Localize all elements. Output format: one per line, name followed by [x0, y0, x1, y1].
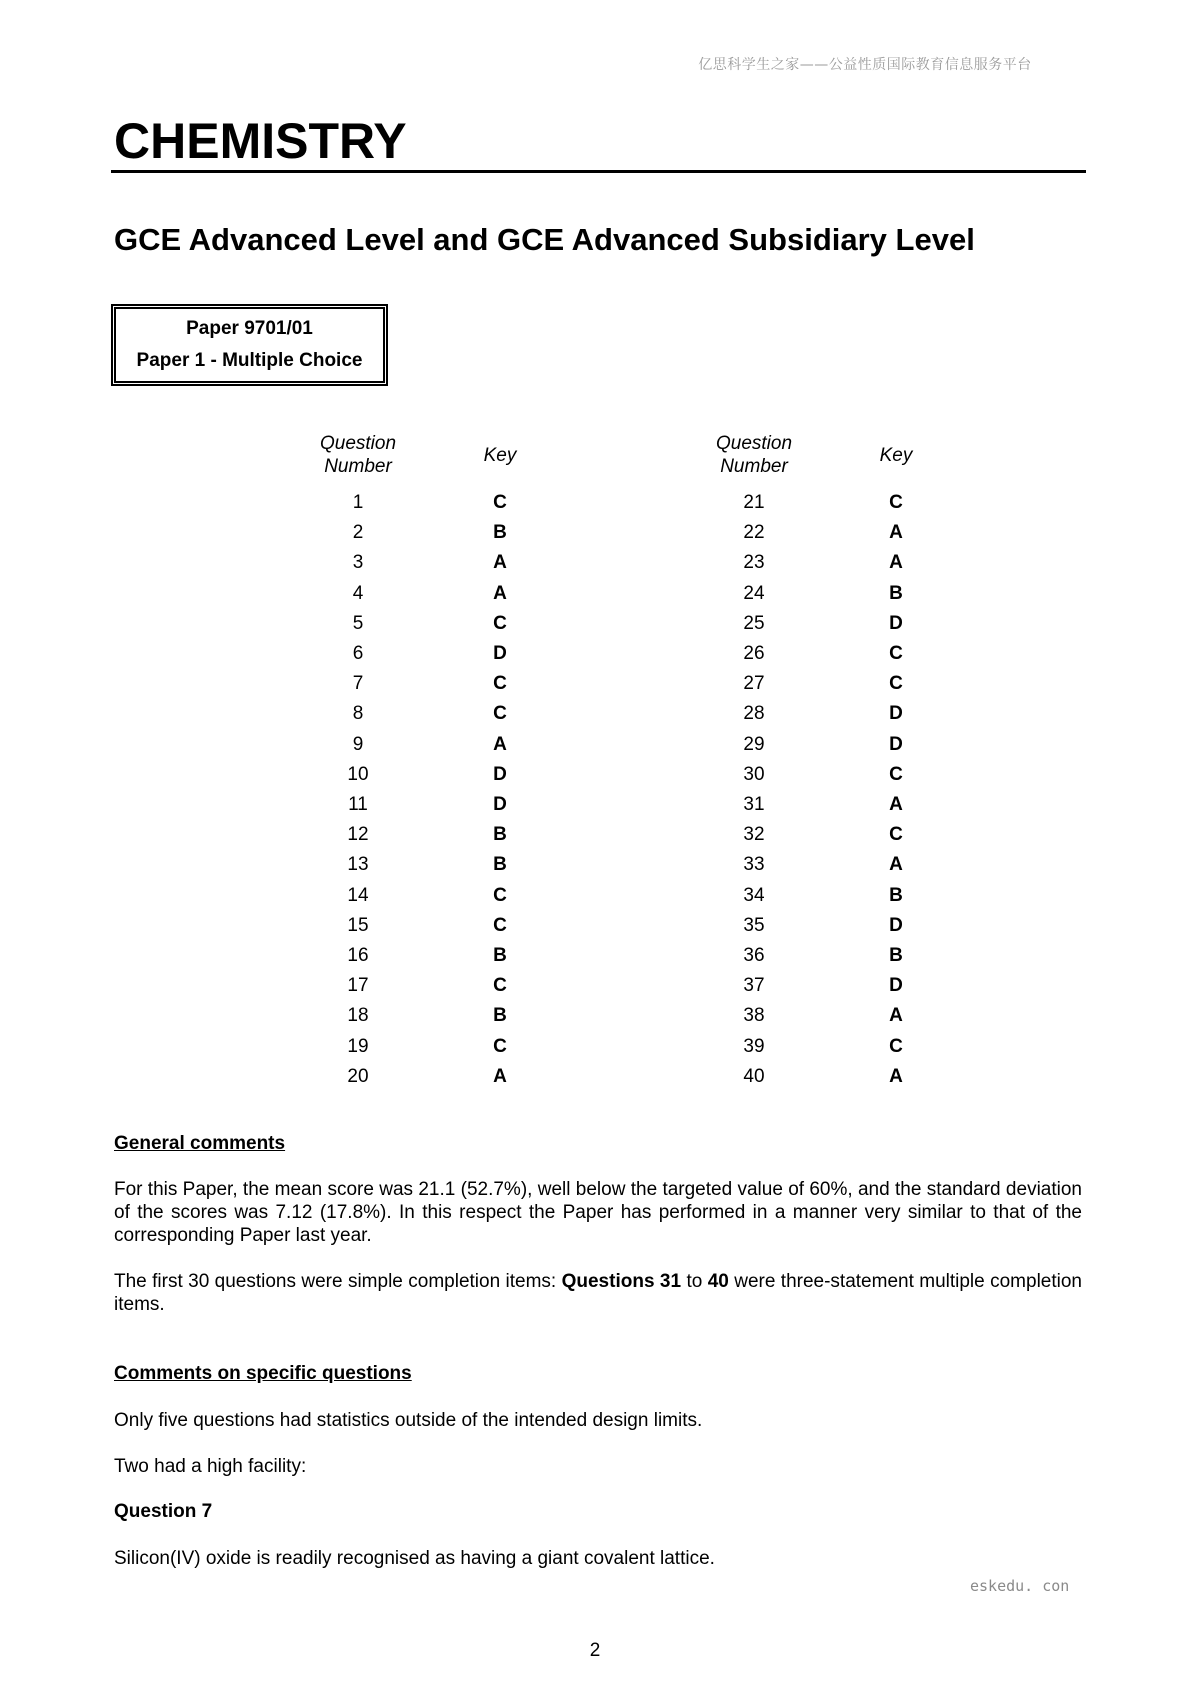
answer-key: B: [493, 522, 507, 544]
question-number: 28: [743, 703, 765, 725]
answer-key: B: [889, 945, 903, 966]
question-number: 39: [743, 1035, 765, 1057]
answer-key: A: [889, 794, 903, 815]
answer-key: D: [493, 794, 507, 815]
key-header-left: Key: [483, 445, 517, 466]
answer-key: C: [889, 1035, 903, 1057]
answer-key: A: [889, 522, 903, 544]
paper-info-box: [111, 304, 388, 386]
para2-text-e: were three-statement multiple completion items.: [114, 1271, 1083, 1315]
question-number: 31: [743, 794, 765, 815]
paper-code: Paper 9701/01: [186, 318, 313, 339]
question-number: 40: [743, 1065, 765, 1087]
answer-key: B: [493, 854, 507, 876]
answer-key: D: [889, 733, 903, 755]
page-number: 2: [589, 1640, 601, 1661]
question-number: 3: [352, 552, 364, 574]
question-number: 37: [743, 975, 765, 997]
answer-key: C: [493, 492, 507, 513]
answer-key: B: [493, 945, 507, 966]
question-number: 15: [347, 914, 369, 936]
specific-comments-para1: Only five questions had statistics outside of the intended design limits.: [114, 1410, 703, 1431]
answer-key: D: [493, 763, 507, 785]
question-number: 16: [347, 945, 369, 966]
question-number: 9: [352, 733, 364, 755]
page-subtitle: GCE Advanced Level and GCE Advanced Subsidiary Level: [114, 222, 975, 257]
para2-text-d: 40: [707, 1271, 729, 1292]
specific-comments-heading: Comments on specific questions: [114, 1363, 412, 1384]
question-number: 12: [347, 824, 369, 846]
question-number: 7: [352, 673, 364, 695]
title-divider: [111, 170, 1086, 173]
question-number: 13: [347, 854, 369, 876]
answer-key: C: [889, 763, 903, 785]
para2-text-c: to: [681, 1271, 708, 1292]
answer-key: A: [493, 582, 507, 604]
question-number: 5: [352, 612, 364, 634]
general-comments-heading: General comments: [114, 1133, 286, 1154]
answer-key: C: [889, 492, 903, 513]
question-header-line1: Question: [715, 433, 793, 454]
question-number: 27: [743, 673, 765, 695]
question-number: 20: [347, 1065, 369, 1087]
answer-key: A: [889, 1005, 903, 1027]
answer-key: B: [889, 582, 903, 604]
answer-key: D: [889, 703, 903, 725]
question-number: 14: [347, 884, 369, 906]
question-number: 32: [743, 824, 765, 846]
question-header-line2: Number: [720, 456, 788, 477]
question-number: 1: [352, 492, 364, 513]
question-number: 33: [743, 854, 765, 876]
answer-key: C: [493, 884, 507, 906]
answer-key: C: [493, 1035, 507, 1057]
answer-key: C: [889, 643, 903, 664]
answer-key: C: [493, 612, 507, 634]
answer-key: A: [493, 552, 507, 574]
answer-key: C: [889, 673, 903, 695]
answer-key: D: [493, 643, 507, 664]
answer-key: C: [493, 914, 507, 936]
question-number: 6: [352, 643, 364, 664]
watermark-footer: eskedu. con: [970, 1577, 1070, 1595]
question-number: 19: [347, 1035, 369, 1057]
answer-key: C: [889, 824, 903, 846]
question-number: 18: [347, 1005, 369, 1027]
answer-key: C: [493, 703, 507, 725]
answer-key: C: [493, 975, 507, 997]
answer-key: D: [889, 914, 903, 936]
specific-comments-para3: Silicon(IV) oxide is readily recognised as having a giant covalent lattice.: [114, 1548, 715, 1569]
question-number: 22: [743, 522, 765, 544]
paper-type: Paper 1 - Multiple Choice: [136, 350, 363, 371]
general-comments-para1: For this Paper, the mean score was 21.1 (52.7%), well below the targeted value of 60%, and the standard deviation of the scores was 7.12 (17.8%). In this respect the Paper has performed in a manner very similar to that of the corresponding Paper last year.: [114, 1179, 1082, 1246]
page-title: CHEMISTRY: [114, 113, 407, 169]
question-number: 8: [352, 703, 364, 725]
answer-key: B: [889, 884, 903, 906]
question-header-line2: Number: [324, 456, 392, 477]
specific-comments-para2: Two had a high facility:: [114, 1456, 307, 1477]
question-number: 30: [743, 763, 765, 785]
answer-key: A: [889, 552, 903, 574]
answer-key: B: [493, 1005, 507, 1027]
question-number: 36: [743, 945, 765, 966]
watermark-header: 亿思科学生之家——公益性质国际教育信息服务平台: [698, 57, 1032, 73]
question-number: 4: [352, 582, 364, 604]
question-number: 17: [347, 975, 369, 997]
question-number: 35: [743, 914, 765, 936]
question-number: 10: [347, 763, 369, 785]
general-comments-para2: [114, 1270, 1082, 1316]
question-number: 23: [743, 552, 765, 574]
question-number: 25: [743, 612, 765, 634]
question-header-line1: Question: [319, 433, 397, 454]
answer-key: B: [493, 824, 507, 846]
question-number: 11: [348, 794, 368, 815]
answer-key: A: [889, 854, 903, 876]
question-number-header-right: [704, 432, 804, 478]
answer-key: A: [493, 1065, 507, 1087]
answer-key: D: [889, 612, 903, 634]
answer-key: A: [493, 733, 507, 755]
key-header-right: Key: [879, 445, 913, 466]
question-number: 21: [743, 492, 765, 513]
question-number: 24: [743, 582, 765, 604]
question-number: 29: [743, 733, 765, 755]
para2-text-b: Questions 31: [561, 1271, 682, 1292]
answer-key: A: [889, 1065, 903, 1087]
question-number-header-left: [308, 432, 408, 478]
question-number: 2: [352, 522, 364, 544]
question-number: 38: [743, 1005, 765, 1027]
answer-key: D: [889, 975, 903, 997]
answer-key: C: [493, 673, 507, 695]
question-number: 26: [743, 643, 765, 664]
para2-text-a: The first 30 questions were simple completion items:: [114, 1271, 562, 1292]
question-7-heading: Question 7: [114, 1501, 213, 1522]
question-number: 34: [743, 884, 765, 906]
